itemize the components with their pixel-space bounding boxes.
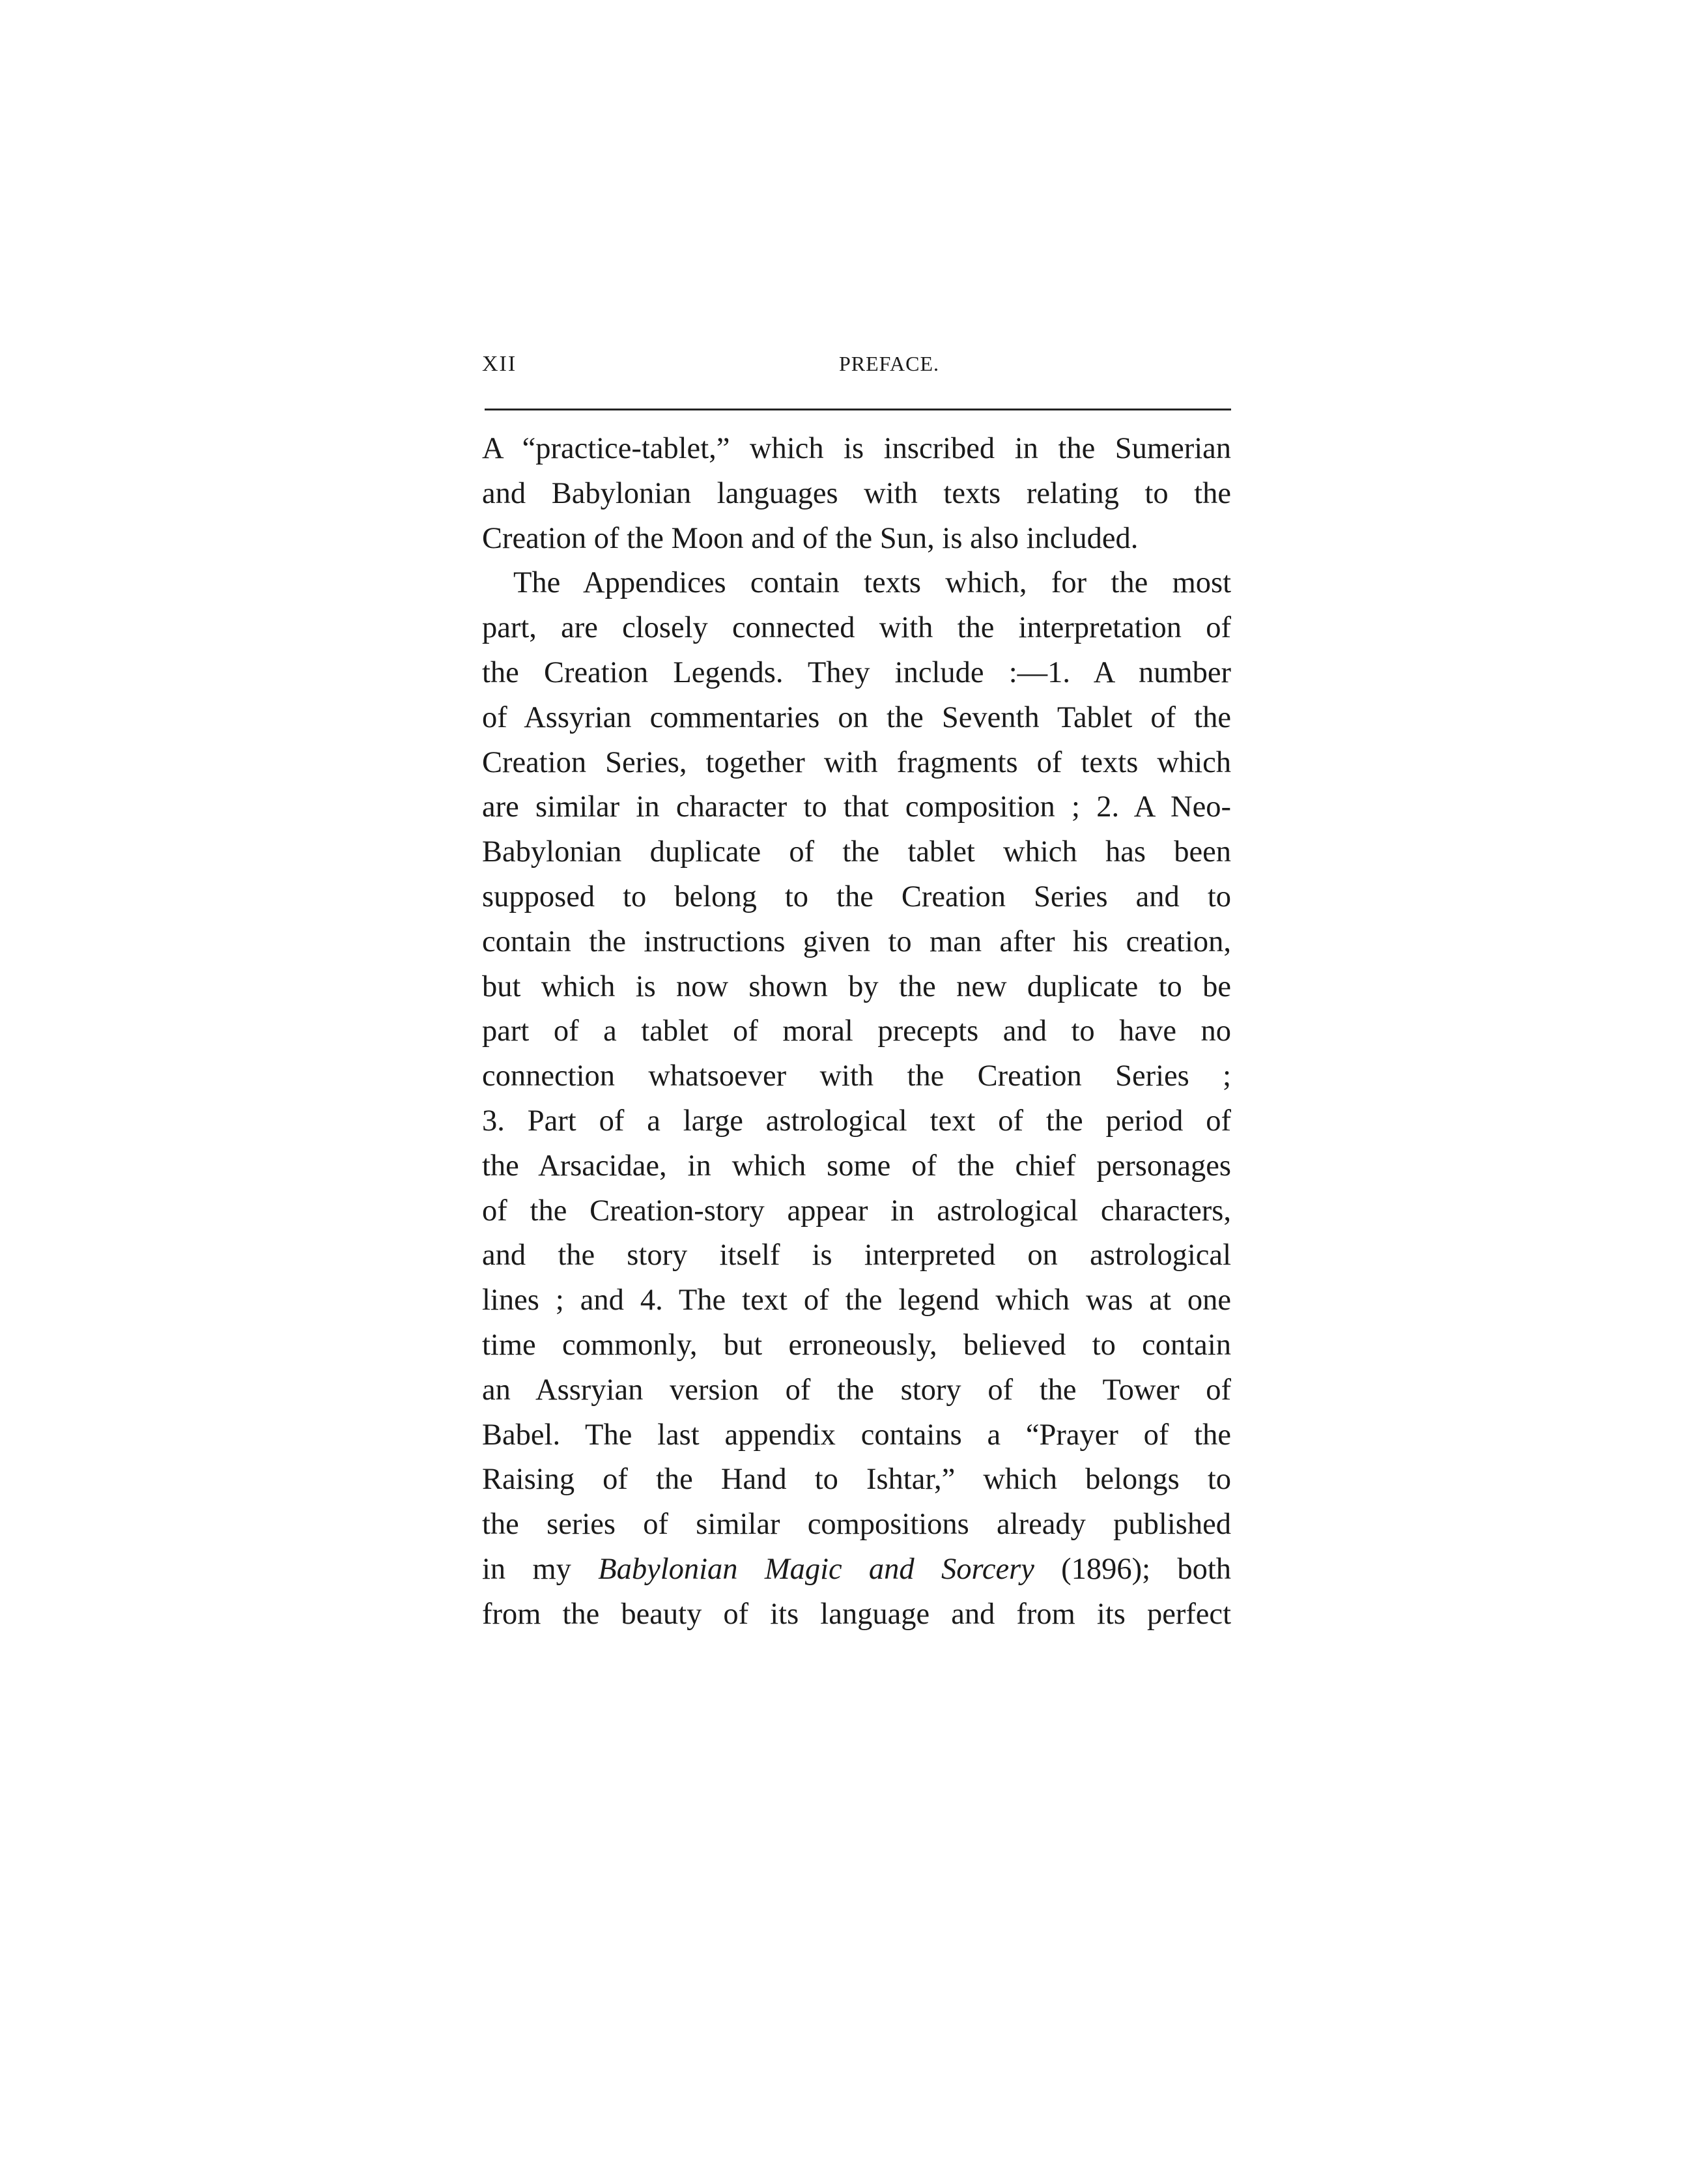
text-line: part, are closely connected with the interpretation of [482, 611, 1231, 645]
text-line-with-title [482, 1547, 1231, 1592]
text-line: the Creation Legends. They include :—1. A number [482, 655, 1231, 689]
text-line: but which is now shown by the new duplicate to be [482, 970, 1231, 1003]
text-line: of Assyrian commentaries on the Seventh Tablet of the [482, 700, 1231, 734]
text-line: an Assryian version of the story of the Tower of [482, 1373, 1231, 1407]
text-line: lines ; and 4. The text of the legend which was at one [482, 1284, 1231, 1317]
header-rule [485, 409, 1231, 410]
running-title: PREFACE. [838, 352, 940, 375]
text-line: of the Creation-story appear in astrological characters, [482, 1194, 1231, 1228]
text-line: connection whatsoever with the Creation Series ; [482, 1059, 1231, 1093]
book-title: Babylonian Magic and Sorcery [598, 1552, 1034, 1586]
text-fragment: (1896); both [1034, 1552, 1231, 1586]
text-line: are similar in character to that composition ; 2. A Neo- [482, 790, 1231, 824]
text-line: from the beauty of its language and from its perfect [482, 1597, 1231, 1631]
text-line: Raising of the Hand to Ishtar,” which belongs to [482, 1463, 1231, 1497]
text-line: and the story itself is interpreted on astrological [482, 1239, 1231, 1272]
text-line: The Appendices contain texts which, for the most [513, 566, 1231, 600]
text-line: the series of similar compositions already published [482, 1508, 1231, 1542]
text-line: part of a tablet of moral precepts and to have no [482, 1014, 1231, 1048]
body-text [482, 427, 1231, 1637]
text-line: Creation Series, together with fragments of texts which [482, 745, 1231, 779]
text-line: Babylonian duplicate of the tablet which has been [482, 835, 1231, 869]
text-fragment: in my [482, 1552, 599, 1586]
text-line: A “practice-tablet,” which is inscribed in the Sumerian [482, 432, 1231, 465]
text-line: contain the instructions given to man after his creation, [482, 925, 1231, 958]
running-head [482, 352, 1231, 391]
text-line: Creation of the Moon and of the Sun, is also included. [482, 521, 1139, 555]
text-line: and Babylonian languages with texts relating to the [482, 476, 1231, 510]
text-line: the Arsacidae, in which some of the chief personages [482, 1149, 1231, 1183]
text-line: time commonly, but erroneously, believed to contain [482, 1328, 1231, 1362]
text-line: Babel. The last appendix contains a “Prayer of the [482, 1418, 1231, 1452]
page-number: XII [482, 352, 517, 376]
text-line: 3. Part of a large astrological text of the period of [482, 1104, 1231, 1138]
text-line: supposed to belong to the Creation Series and to [482, 880, 1231, 913]
